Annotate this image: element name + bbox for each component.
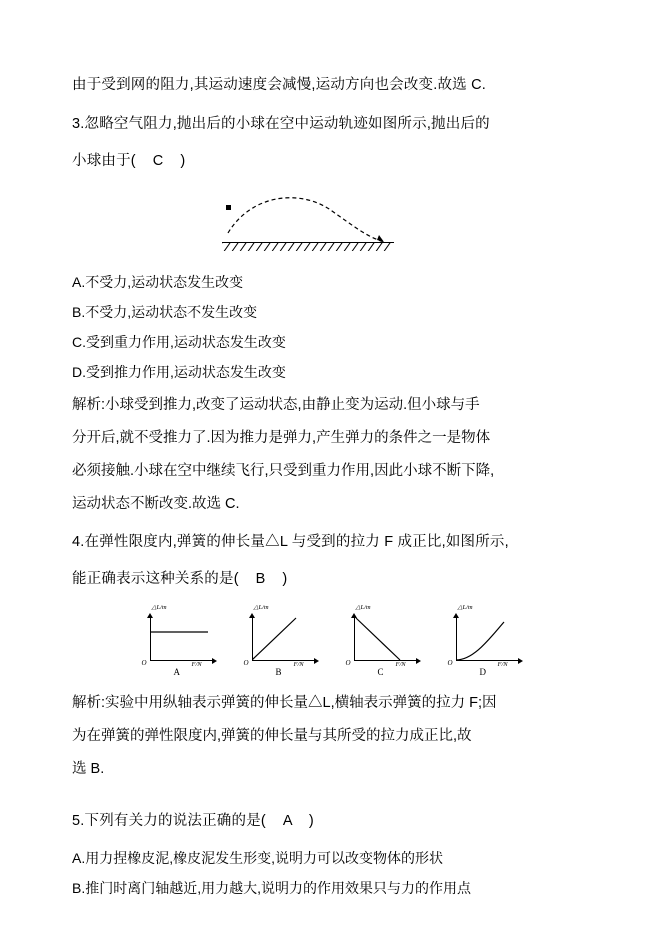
question-3-analysis-line-3: 必须接触.小球在空中继续飞行,只受到重力作用,因此小球不断下降,	[72, 463, 495, 479]
question-3-analysis-line-1: 解析:小球受到推力,改变了运动状态,由静止变为运动.但小球与手	[72, 397, 480, 413]
graph-b-plot-icon	[252, 616, 316, 661]
question-5	[72, 806, 589, 903]
question-3-stem-line-1: 3.忽略空气阻力,抛出后的小球在空中运动轨迹如图所示,抛出后的	[72, 116, 490, 132]
question-4	[72, 527, 589, 784]
graph-c-origin-label: O	[345, 659, 351, 667]
question-5-stem-line-1: 5.下列有关力的说法正确的是( A )	[72, 813, 314, 829]
question-3	[72, 109, 589, 519]
question-5-option-a: A.用力捏橡皮泥,橡皮泥发生形变,说明力可以改变物体的形状	[72, 850, 444, 866]
graph-b-xlabel: F/N	[293, 661, 304, 668]
question-3-option-a: A.不受力,运动状态发生改变	[72, 274, 244, 290]
graph-c	[338, 605, 426, 679]
graph-a-ylabel: △L/m	[151, 604, 167, 611]
projectile-trajectory-figure	[72, 185, 589, 257]
question-3-analysis-line-2: 分开后,就不受推力了.因为推力是弹力,产生弹力的条件之一是物体	[72, 430, 491, 446]
graph-c-plot-icon	[354, 616, 418, 661]
graph-b	[236, 605, 324, 679]
question-4-analysis-line-2: 为在弹簧的弹性限度内,弹簧的伸长量与其所受的拉力成正比,故	[72, 728, 472, 744]
question-4-stem-line-1: 4.在弹性限度内,弹簧的伸长量△L 与受到的拉力 F 成正比,如图所示,	[72, 534, 509, 550]
question-3-option-b: B.不受力,运动状态不发生改变	[72, 304, 258, 320]
graph-d-label: D	[479, 667, 486, 677]
graph-c-xlabel: F/N	[395, 661, 406, 668]
graph-d-ylabel: △L/m	[457, 604, 473, 611]
graph-d-plot-icon	[456, 616, 520, 661]
graph-b-ylabel: △L/m	[253, 604, 269, 611]
question-4-stem-line-2: 能正确表示这种关系的是( B )	[72, 571, 288, 587]
question-3-option-c: C.受到重力作用,运动状态发生改变	[72, 334, 286, 350]
intro-paragraph: 由于受到网的阻力,其运动速度会减慢,运动方向也会改变.故选 C.	[72, 77, 487, 93]
question-4-analysis-line-3: 选 B.	[72, 761, 105, 777]
graph-a-plot-icon	[150, 616, 214, 661]
ball-dot-icon	[226, 205, 231, 210]
graph-a-label: A	[173, 667, 180, 677]
graph-c-label: C	[377, 667, 384, 677]
graph-d-xlabel: F/N	[497, 661, 508, 668]
graph-a-xlabel: F/N	[191, 661, 202, 668]
graph-d	[440, 605, 528, 679]
question-3-option-d: D.受到推力作用,运动状态发生改变	[72, 364, 286, 380]
question-4-analysis-line-1: 解析:实验中用纵轴表示弹簧的伸长量△L,横轴表示弹簧的拉力 F;因	[72, 695, 497, 711]
question-3-analysis-line-4: 运动状态不断改变.故选 C.	[72, 496, 240, 512]
graph-a	[134, 605, 222, 679]
question-5-option-b: B.推门时离门轴越近,用力越大,说明力的作用效果只与力的作用点	[72, 880, 472, 896]
graph-b-label: B	[275, 667, 282, 677]
graph-d-origin-label: O	[447, 659, 453, 667]
question-3-stem-line-2: 小球由于( C )	[72, 153, 186, 169]
ground-hatching	[222, 242, 394, 251]
graph-b-origin-label: O	[243, 659, 249, 667]
spring-graphs-figure	[72, 605, 589, 679]
graph-a-origin-label: O	[141, 659, 147, 667]
graph-c-ylabel: △L/m	[355, 604, 371, 611]
